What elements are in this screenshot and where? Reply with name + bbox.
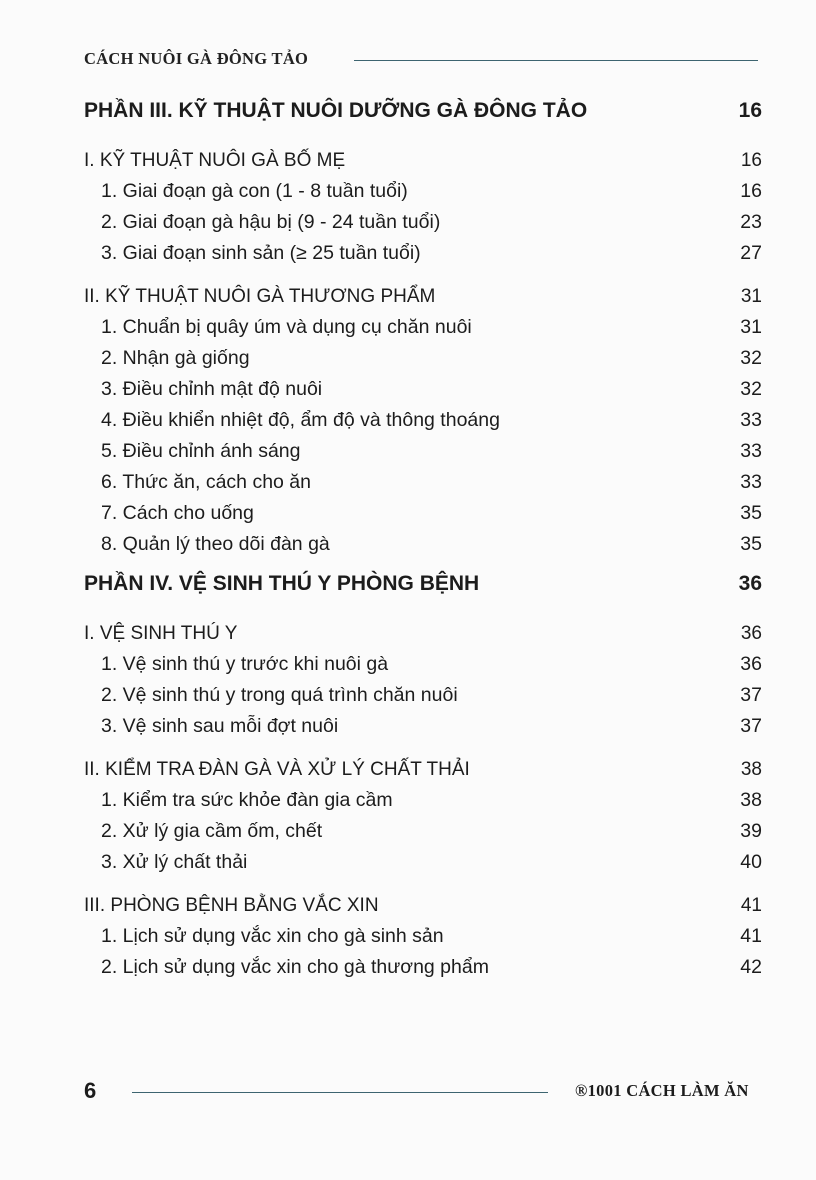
- series-brand: ®1001 CÁCH LÀM ĂN: [575, 1081, 749, 1100]
- toc-page-number: 31: [740, 316, 762, 338]
- toc-item[interactable]: [84, 343, 764, 374]
- toc-title: PHẦN III. KỸ THUẬT NUÔI DƯỠNG GÀ ĐÔNG TẢO: [84, 99, 588, 122]
- toc-page-number: 31: [740, 286, 762, 307]
- header-rule: [354, 60, 758, 61]
- toc-title: 3. Giai đoạn sinh sản (≥ 25 tuần tuổi): [101, 242, 421, 264]
- toc-title: PHẦN IV. VỆ SINH THÚ Y PHÒNG BỆNH: [84, 572, 480, 595]
- toc-title: I. KỸ THUẬT NUÔI GÀ BỐ MẸ: [84, 150, 346, 171]
- toc-item[interactable]: [84, 711, 764, 742]
- toc-title: I. VỆ SINH THÚ Y: [84, 623, 238, 644]
- toc-page-number: 16: [740, 180, 762, 202]
- toc-page-number: 36: [740, 623, 762, 644]
- toc-page-number: 42: [740, 956, 762, 978]
- toc-page-number: 23: [740, 211, 762, 233]
- toc-title: 5. Điều chỉnh ánh sáng: [101, 440, 301, 462]
- toc-title: 6. Thức ăn, cách cho ăn: [101, 471, 311, 493]
- toc-item[interactable]: [84, 312, 764, 343]
- toc-title: III. PHÒNG BỆNH BẰNG VẮC XIN: [84, 895, 379, 916]
- toc-title: II. KỸ THUẬT NUÔI GÀ THƯƠNG PHẨM: [84, 286, 436, 307]
- toc-item[interactable]: [84, 529, 764, 560]
- toc-page-number: 38: [740, 759, 762, 780]
- toc-item[interactable]: [84, 680, 764, 711]
- toc-page-number: 33: [740, 409, 762, 431]
- toc-page-number: 41: [740, 925, 762, 947]
- toc-page-number: 35: [740, 502, 762, 524]
- running-title: CÁCH NUÔI GÀ ĐÔNG TẢO: [84, 49, 309, 68]
- toc-page-number: 33: [740, 440, 762, 462]
- toc-page-number: 32: [740, 378, 762, 400]
- toc-part[interactable]: [84, 565, 764, 603]
- toc-page-number: 16: [740, 150, 762, 171]
- toc-item[interactable]: [84, 176, 764, 207]
- toc-page-number: 35: [740, 533, 762, 555]
- toc-item[interactable]: [84, 238, 764, 269]
- toc-title: 3. Điều chỉnh mật độ nuôi: [101, 378, 323, 400]
- toc-item[interactable]: [84, 785, 764, 816]
- toc-item[interactable]: [84, 498, 764, 529]
- toc-item[interactable]: [84, 847, 764, 878]
- toc-page-number: 36: [740, 653, 762, 675]
- toc-title: 2. Nhận gà giống: [101, 347, 250, 369]
- toc-item[interactable]: [84, 467, 764, 498]
- toc-page-number: 38: [740, 789, 762, 811]
- toc-title: 1. Lịch sử dụng vắc xin cho gà sinh sản: [101, 925, 444, 947]
- toc-item[interactable]: [84, 207, 764, 238]
- toc-title: 7. Cách cho uống: [101, 502, 254, 524]
- toc-title: 3. Xử lý chất thải: [101, 851, 248, 873]
- toc-page-number: 39: [740, 820, 762, 842]
- toc-section[interactable]: [84, 281, 764, 312]
- toc-page-number: 37: [740, 684, 762, 706]
- toc-title: 1. Vệ sinh thú y trước khi nuôi gà: [101, 653, 389, 675]
- toc-item[interactable]: [84, 649, 764, 680]
- toc-page-number: 36: [738, 572, 762, 595]
- toc-title: 2. Giai đoạn gà hậu bị (9 - 24 tuần tuổi): [101, 211, 441, 233]
- toc-page-number: 33: [740, 471, 762, 493]
- toc-title: II. KIỂM TRA ĐÀN GÀ VÀ XỬ LÝ CHẤT THẢI: [84, 759, 470, 780]
- toc-title: 1. Kiểm tra sức khỏe đàn gia cầm: [101, 789, 393, 811]
- toc-title: 3. Vệ sinh sau mỗi đợt nuôi: [101, 715, 339, 737]
- toc-page-number: 40: [740, 851, 762, 873]
- toc-title: 4. Điều khiển nhiệt độ, ẩm độ và thông thoáng: [101, 409, 500, 431]
- toc-item[interactable]: [84, 921, 764, 952]
- toc-title: 2. Vệ sinh thú y trong quá trình chăn nuôi: [101, 684, 458, 706]
- toc-item[interactable]: [84, 952, 764, 983]
- toc-page-number: 27: [740, 242, 762, 264]
- table-of-contents: [84, 92, 764, 983]
- toc-section[interactable]: [84, 145, 764, 176]
- toc-section[interactable]: [84, 754, 764, 785]
- toc-title: 1. Chuẩn bị quây úm và dụng cụ chăn nuôi: [101, 316, 472, 338]
- toc-page-number: 32: [740, 347, 762, 369]
- toc-section[interactable]: [84, 618, 764, 649]
- toc-item[interactable]: [84, 436, 764, 467]
- toc-title: 1. Giai đoạn gà con (1 - 8 tuần tuổi): [101, 180, 408, 202]
- toc-title: 2. Lịch sử dụng vắc xin cho gà thương phẩm: [101, 956, 489, 978]
- toc-page-number: 41: [740, 895, 762, 916]
- toc-item[interactable]: [84, 405, 764, 436]
- page-number: 6: [84, 1078, 97, 1103]
- toc-item[interactable]: [84, 374, 764, 405]
- toc-page-number: 16: [738, 99, 762, 122]
- footer-rule: [132, 1092, 548, 1093]
- toc-title: 2. Xử lý gia cầm ốm, chết: [101, 820, 323, 842]
- toc-section[interactable]: [84, 890, 764, 921]
- toc-item[interactable]: [84, 816, 764, 847]
- toc-page-number: 37: [740, 715, 762, 737]
- toc-part[interactable]: [84, 92, 764, 130]
- toc-title: 8. Quản lý theo dõi đàn gà: [101, 533, 330, 555]
